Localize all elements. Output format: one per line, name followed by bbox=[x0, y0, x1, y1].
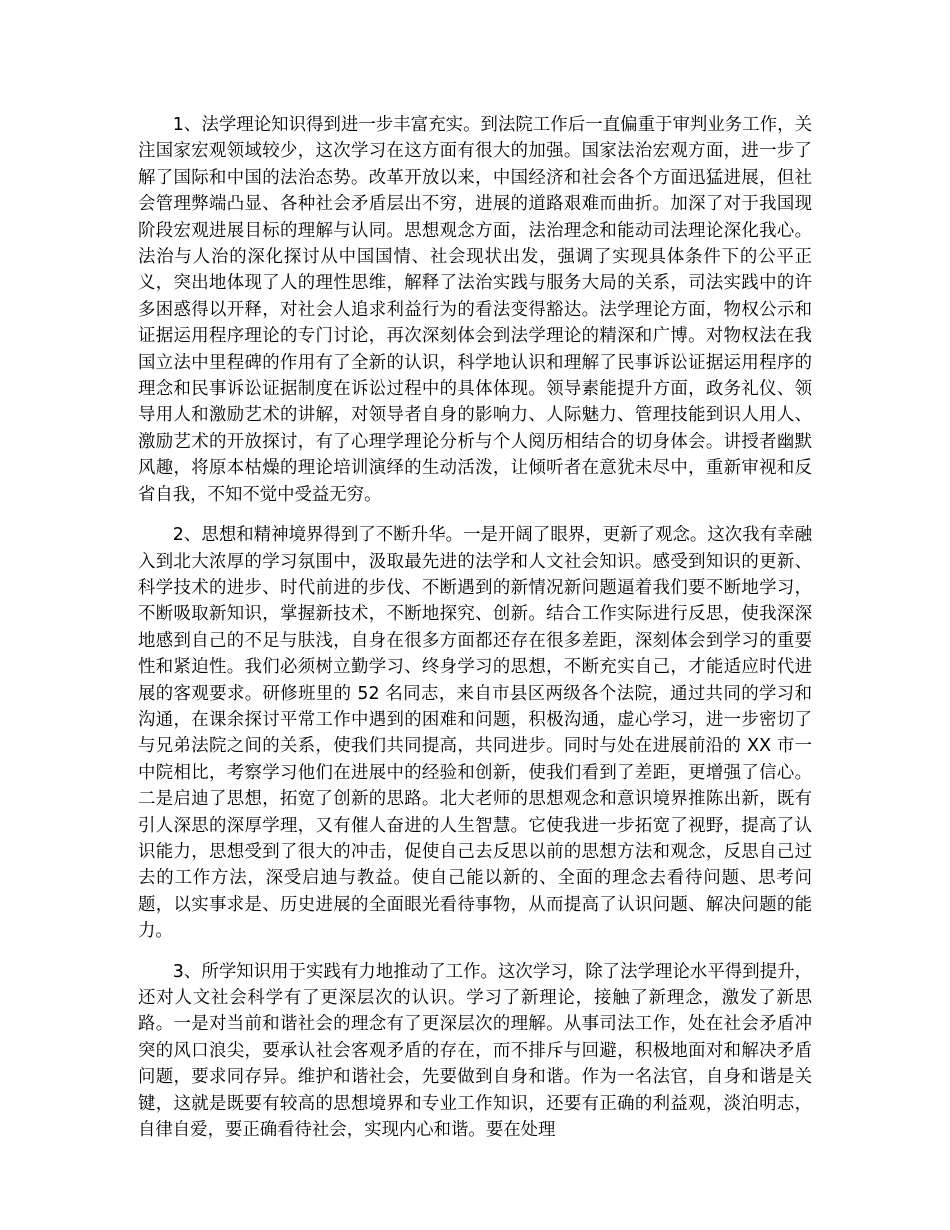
paragraph-3: 3、所学知识用于实践有力地推动了工作。这次学习，除了法学理论水平得到提升，还对人文社会科学有了更深层次的认识。学习了新理论，接触了新理念，激发了新思路。一是对当前和谐社会的理念有了更深层次的理解。从事司法工作，处在社会矛盾冲突的风口浪尖，要承认社会客观矛盾的存在，而不排斥与回避，积极地面对和解决矛盾问题，要求同存异。维护和谐社会，先要做到自身和谐。作为一名法官，自身和谐是关键，这就是既要有较高的思想境界和专业工作知识，还要有正确的利益观，淡泊明志，自律自爱，要正确看待社会，实现内心和谐。要在处理 bbox=[138, 961, 812, 1141]
document-body bbox=[138, 112, 812, 1157]
paragraph-1: 1、法学理论知识得到进一步丰富充实。到法院工作后一直偏重于审判业务工作，关注国家宏观领域较少，这次学习在这方面有很大的加强。国家法治宏观方面，进一步了解了国际和中国的法治态势。改革开放以来，中国经济和社会各个方面迅猛进展，但社会管理弊端凸显、各种社会矛盾层出不穷，进展的道路艰难而曲折。加深了对于我国现阶段宏观进展目标的理解与认同。思想观念方面，法治理念和能动司法理论深化我心。法治与人治的深化探讨从中国国情、社会现状出发，强调了实现具体条件下的公平正义，突出地体现了人的理性思维，解释了法治实践与服务大局的关系，司法实践中的许多困惑得以开释，对社会人追求利益行为的看法变得豁达。法学理论方面，物权公示和证据运用程序理论的专门讨论，再次深刻体会到法学理论的精深和广博。对物权法在我国立法中里程碑的作用有了全新的认识，科学地认识和理解了民事诉讼证据运用程序的理念和民事诉讼证据制度在诉讼过程中的具体体现。领导素能提升方面，政务礼仪、领导用人和激励艺术的讲解，对领导者自身的影响力、人际魅力、管理技能到识人用人、激励艺术的开放探讨，有了心理学理论分析与个人阅历相结合的切身体会。讲授者幽默风趣，将原本枯燥的理论培训演绎的生动活泼，让倾听者在意犹未尽中，重新审视和反省自我，不知不觉中受益无穷。 bbox=[138, 115, 812, 505]
paragraph-2: 2、思想和精神境界得到了不断升华。一是开阔了眼界，更新了观念。这次我有幸融入到北大浓厚的学习氛围中，汲取最先进的法学和人文社会知识。感受到知识的更新、科学技术的进步、时代前进的步伐、不断遇到的新情况新问题逼着我们要不断地学习，不断吸取新知识，掌握新技术，不断地探究、创新。结合工作实际进行反思，使我深深地感到自己的不足与肤浅，自身在很多方面都还存在很多差距，深刻体会到学习的重要性和紧迫性。我们必须树立勤学习、终身学习的思想，不断充实自己，才能适应时代进展的客观要求。研修班里的 52 名同志，来自市县区两级各个法院，通过共同的学习和沟通，在课余探讨平常工作中遇到的困难和问题，积极沟通，虚心学习，进一步密切了与兄弟法院之间的关系，使我们共同提高，共同进步。同时与处在进展前沿的 XX 市一中院相比，考察学习他们在进展中的经验和创新，使我们看到了差距，更增强了信心。二是启迪了思想，拓宽了创新的思路。北大老师的思想观念和意识境界推陈出新，既有引人深思的深厚学理，又有催人奋进的人生智慧。它使我进一步拓宽了视野，提高了认识能力，思想受到了很大的冲击，促使自己去反思以前的思想方法和观念，反思自己过去的工作方法，深受启迪与教益。使自己能以新的、全面的理念去看待问题、思考问题，以实事求是、历史进展的全面眼光看待事物，从而提高了认识问题、解决问题的能力。 bbox=[138, 525, 812, 942]
